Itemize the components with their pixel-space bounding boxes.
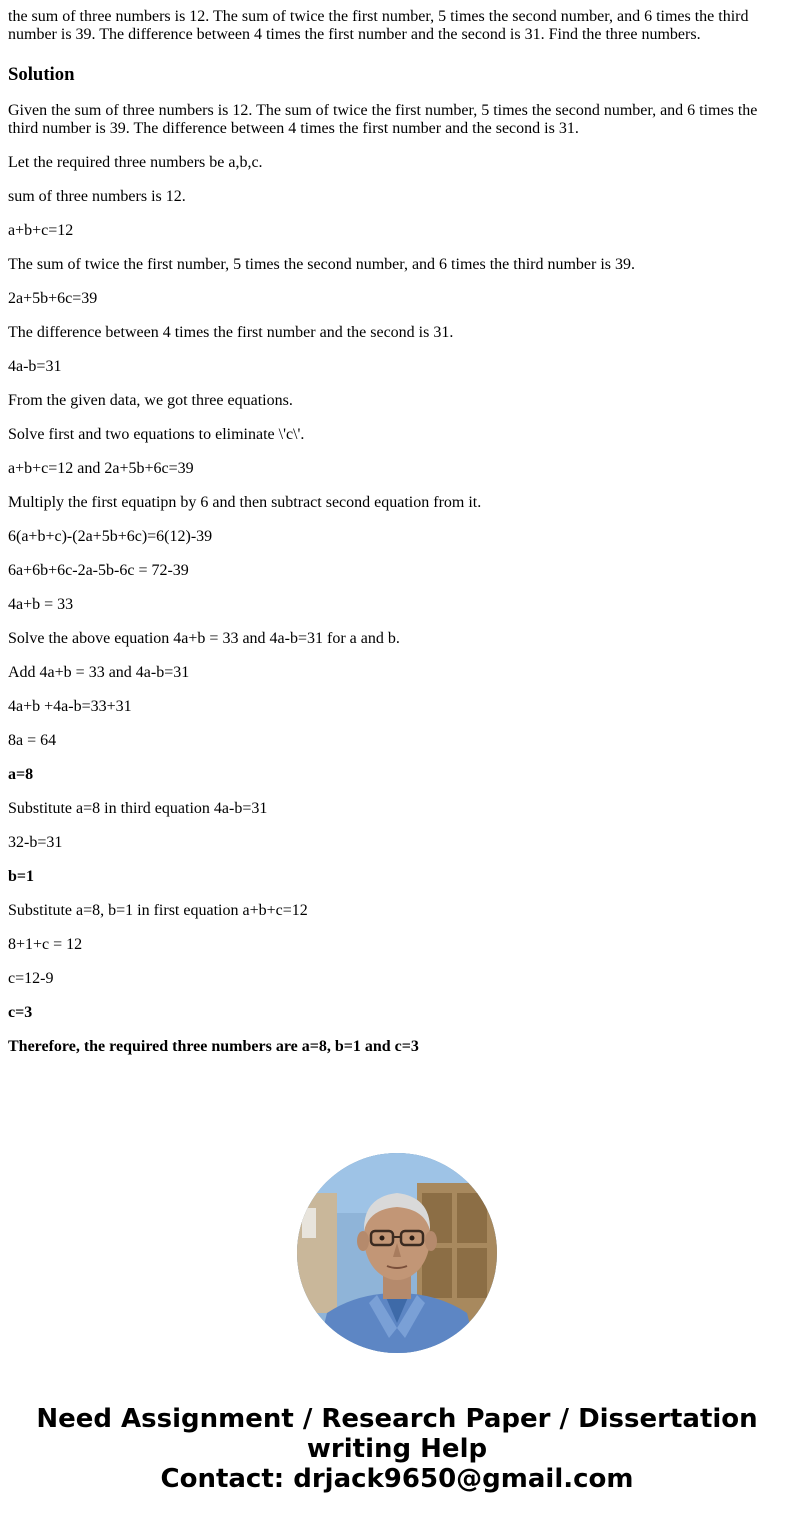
document-content — [8, 8, 778, 1056]
footer-contact: Contact: drjack9650@gmail.com — [160, 1464, 634, 1494]
solution-step: The sum of twice the first number, 5 times the second number, and 6 times the third number is 39. — [8, 256, 636, 273]
solution-steps — [8, 102, 778, 1056]
solution-step: 8a = 64 — [8, 732, 57, 749]
solution-step: Solve first and two equations to eliminate \'c\'. — [8, 426, 305, 443]
author-avatar — [297, 1153, 497, 1353]
solution-step: 32-b=31 — [8, 834, 63, 851]
solution-step: 4a+b = 33 — [8, 596, 74, 613]
question-text: the sum of three numbers is 12. The sum of twice the first number, 5 times the second number, and 6 times the third number is 39. The difference between 4 times the first number and the second is 31. Find the three numbers. — [8, 8, 749, 43]
solution-step: 4a-b=31 — [8, 358, 62, 375]
solution-step: 6a+6b+6c-2a-5b-6c = 72-39 — [8, 562, 189, 579]
solution-step: Substitute a=8 in third equation 4a-b=31 — [8, 800, 268, 817]
solution-step: 2a+5b+6c=39 — [8, 290, 98, 307]
footer-line-2: writing Help — [306, 1434, 488, 1464]
promo-footer — [0, 1404, 794, 1494]
solution-step: Substitute a=8, b=1 in first equation a+b+c=12 — [8, 902, 308, 919]
solution-step: The difference between 4 times the first number and the second is 31. — [8, 324, 454, 341]
solution-step: Multiply the first equatipn by 6 and then subtract second equation from it. — [8, 494, 482, 511]
author-portrait-image — [297, 1153, 497, 1353]
solution-step: 8+1+c = 12 — [8, 936, 83, 953]
solution-step-result: c=3 — [8, 1004, 33, 1021]
solution-step: Add 4a+b = 33 and 4a-b=31 — [8, 664, 190, 681]
solution-step: From the given data, we got three equations. — [8, 392, 293, 409]
solution-step: Let the required three numbers be a,b,c. — [8, 154, 263, 171]
solution-heading: Solution — [8, 64, 75, 85]
solution-step: sum of three numbers is 12. — [8, 188, 186, 205]
solution-step-result: b=1 — [8, 868, 35, 885]
solution-step: Given the sum of three numbers is 12. The sum of twice the first number, 5 times the second number, and 6 times the third number is 39. The difference between 4 times the first number and the second is 31. — [8, 102, 758, 137]
solution-step: Solve the above equation 4a+b = 33 and 4a-b=31 for a and b. — [8, 630, 400, 647]
solution-step-result: a=8 — [8, 766, 34, 783]
solution-step: 4a+b +4a-b=33+31 — [8, 698, 132, 715]
solution-step-result: Therefore, the required three numbers are a=8, b=1 and c=3 — [8, 1038, 419, 1055]
solution-step: 6(a+b+c)-(2a+5b+6c)=6(12)-39 — [8, 528, 213, 545]
solution-step: a+b+c=12 and 2a+5b+6c=39 — [8, 460, 194, 477]
footer-line-1: Need Assignment / Research Paper / Dissertation — [36, 1404, 758, 1434]
solution-step: a+b+c=12 — [8, 222, 74, 239]
solution-step: c=12-9 — [8, 970, 54, 987]
